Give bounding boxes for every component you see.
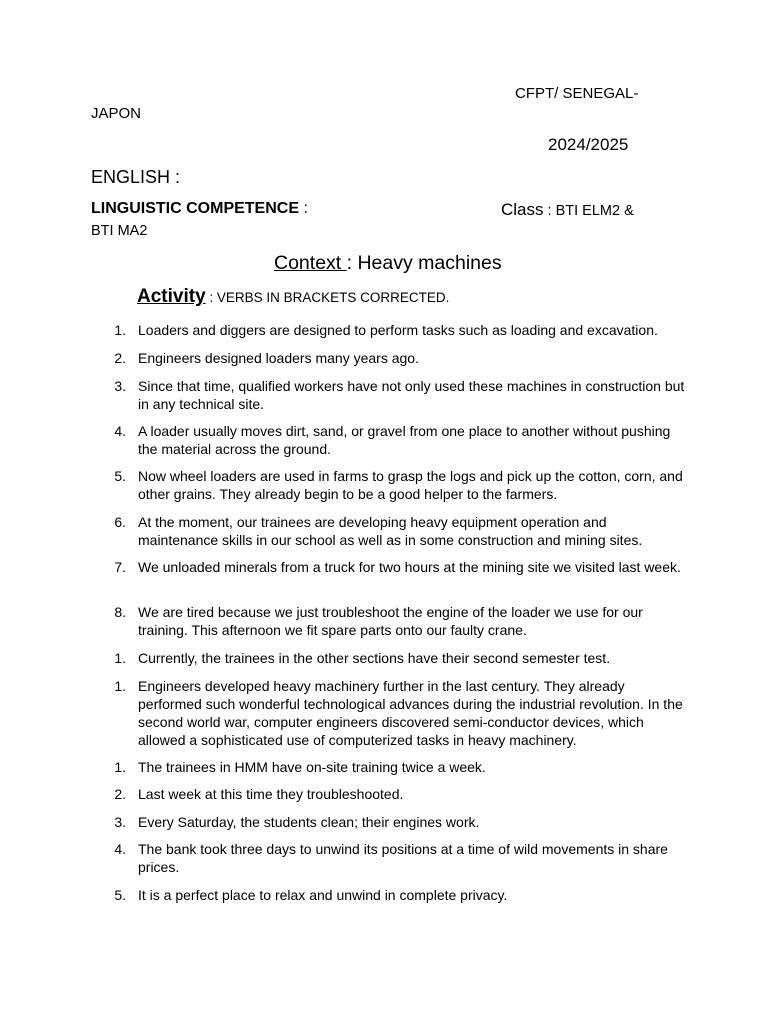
list-item-text: Engineers developed heavy machinery further in the last century. They already performed such wonderful technological advances during the industrial revolution. In the second world war, computer engineers discovered semi-conductor devices, which allowed a sophisticated use of computerized tasks in heavy machinery. (138, 678, 683, 748)
list-item-text: A loader usually moves dirt, sand, or gravel from one place to another without pushing the material across the ground. (138, 423, 671, 457)
list-item-number: 1. (114, 322, 126, 338)
list-item-text: At the moment, our trainees are developing heavy equipment operation and maintenance skills in our school as well as in some construction and mining sites. (138, 514, 643, 548)
list-item-number: 1. (114, 678, 126, 694)
competence-title: LINGUISTIC COMPETENCE (91, 200, 300, 217)
list-item-number: 1. (114, 650, 126, 666)
list-item-text: Loaders and diggers are designed to perform tasks such as loading and excavation. (138, 322, 658, 338)
class-colon: : (543, 203, 552, 219)
list-item-text: We are tired because we just troubleshoot the engine of the loader we use for our training. This afternoon we fit spare parts onto our faulty crane. (138, 604, 643, 638)
list-item-number: 5. (114, 468, 126, 484)
list-item-number: 2. (114, 786, 126, 802)
list-item-number: 4. (114, 841, 126, 857)
list-item-number: 3. (114, 814, 126, 830)
list-item-text: Last week at this time they troubleshooted. (138, 786, 404, 802)
list-item-number: 8. (114, 604, 126, 620)
list-item-text: Every Saturday, the students clean; their engines work. (138, 814, 480, 830)
class-label: Class (501, 200, 544, 219)
activity-label: Activity (137, 286, 206, 307)
school-name-line1: CFPT/ SENEGAL- (515, 85, 639, 102)
competence-colon: : (299, 200, 308, 217)
list-item-number: 6. (114, 514, 126, 530)
activity-instruction: : VERBS IN BRACKETS CORRECTED. (205, 290, 450, 305)
school-name-line2: JAPON (91, 105, 142, 122)
list-item-number: 2. (114, 350, 126, 366)
list-item-number: 4. (114, 423, 126, 439)
list-item-number: 1. (114, 759, 126, 775)
list-item-text: The bank took three days to unwind its positions at a time of wild movements in share prices. (138, 841, 668, 875)
context-heading (274, 252, 502, 275)
activity-heading (137, 286, 449, 308)
context-topic: : Heavy machines (346, 252, 502, 274)
list-item-text: The trainees in HMM have on-site training twice a week. (138, 759, 486, 775)
list-item-number: 3. (114, 378, 126, 394)
list-item-text: Currently, the trainees in the other sections have their second semester test. (138, 650, 611, 666)
subject-heading: ENGLISH : (91, 167, 181, 187)
list-item-number: 5. (114, 887, 126, 903)
school-year: 2024/2025 (548, 135, 629, 154)
class-line (501, 200, 634, 220)
list-item-text: Now wheel loaders are used in farms to grasp the logs and pick up the cotton, corn, and other grains. They already begin to be a good helper to the farmers. (138, 468, 683, 502)
list-item-text: Since that time, qualified workers have not only used these machines in construction but in any technical site. (138, 378, 685, 412)
competence-line (91, 200, 308, 218)
list-item-number: 7. (114, 559, 126, 575)
list-item-text: We unloaded minerals from a truck for two hours at the mining site we visited last week. (138, 559, 681, 575)
list-item-text: It is a perfect place to relax and unwind in complete privacy. (138, 887, 508, 903)
list-item-text: Engineers designed loaders many years ago. (138, 350, 419, 366)
class-value-continued: BTI MA2 (91, 223, 148, 239)
context-label: Context (274, 252, 347, 274)
class-value: BTI ELM2 & (555, 203, 634, 219)
